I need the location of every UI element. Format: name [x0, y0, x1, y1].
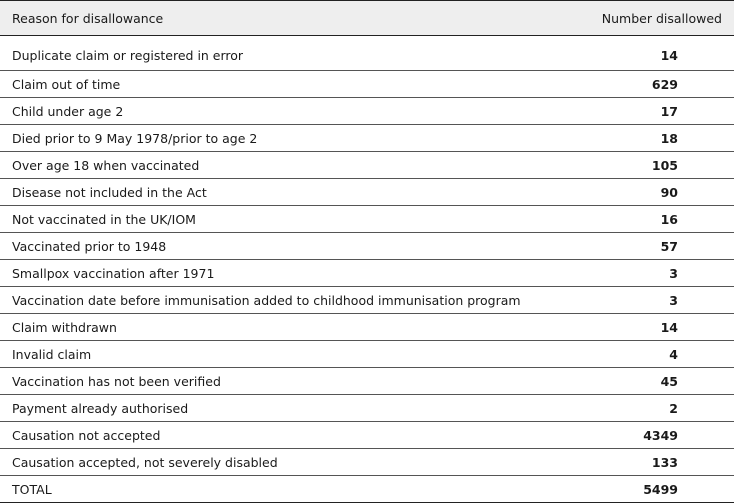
table-row	[0, 98, 734, 125]
row-reason: Duplicate claim or registered in error	[0, 36, 600, 71]
row-reason: Over age 18 when vaccinated	[0, 152, 600, 179]
row-reason: Invalid claim	[0, 341, 600, 368]
row-number: 4349	[600, 422, 734, 449]
header-number: Number disallowed	[600, 1, 734, 36]
row-reason: Payment already authorised	[0, 395, 600, 422]
row-number: 4	[600, 341, 734, 368]
row-number: 14	[600, 36, 734, 71]
header-reason: Reason for disallowance	[0, 1, 600, 36]
table-row	[0, 260, 734, 287]
row-number: 14	[600, 314, 734, 341]
row-number: 17	[600, 98, 734, 125]
table-row	[0, 36, 734, 71]
row-reason: Child under age 2	[0, 98, 600, 125]
table-row	[0, 179, 734, 206]
row-reason: Claim withdrawn	[0, 314, 600, 341]
table-row	[0, 395, 734, 422]
row-number: 45	[600, 368, 734, 395]
table-row	[0, 287, 734, 314]
table-row	[0, 314, 734, 341]
header-row	[0, 1, 734, 36]
table-row	[0, 341, 734, 368]
row-reason: Disease not included in the Act	[0, 179, 600, 206]
row-number: 3	[600, 287, 734, 314]
row-reason: Causation accepted, not severely disabled	[0, 449, 600, 476]
row-number: 16	[600, 206, 734, 233]
table-row	[0, 152, 734, 179]
row-number: 2	[600, 395, 734, 422]
row-reason: Vaccination has not been verified	[0, 368, 600, 395]
table-row	[0, 368, 734, 395]
row-reason: Vaccination date before immunisation added to childhood immunisation program	[0, 287, 600, 314]
row-number: 629	[600, 71, 734, 98]
row-number: 133	[600, 449, 734, 476]
table-header	[0, 1, 734, 36]
total-row	[0, 476, 734, 503]
table-row	[0, 71, 734, 98]
row-number: 57	[600, 233, 734, 260]
table-row	[0, 422, 734, 449]
row-number: 18	[600, 125, 734, 152]
row-number: 105	[600, 152, 734, 179]
row-reason: Vaccinated prior to 1948	[0, 233, 600, 260]
table-row	[0, 125, 734, 152]
row-reason: Not vaccinated in the UK/IOM	[0, 206, 600, 233]
row-reason: Died prior to 9 May 1978/prior to age 2	[0, 125, 600, 152]
row-reason: Smallpox vaccination after 1971	[0, 260, 600, 287]
row-number: 3	[600, 260, 734, 287]
total-value: 5499	[600, 476, 734, 503]
row-reason: Causation not accepted	[0, 422, 600, 449]
row-number: 90	[600, 179, 734, 206]
table-row	[0, 233, 734, 260]
table-row	[0, 449, 734, 476]
table-row	[0, 206, 734, 233]
row-reason: Claim out of time	[0, 71, 600, 98]
table-body	[0, 36, 734, 503]
total-label: TOTAL	[0, 476, 600, 503]
